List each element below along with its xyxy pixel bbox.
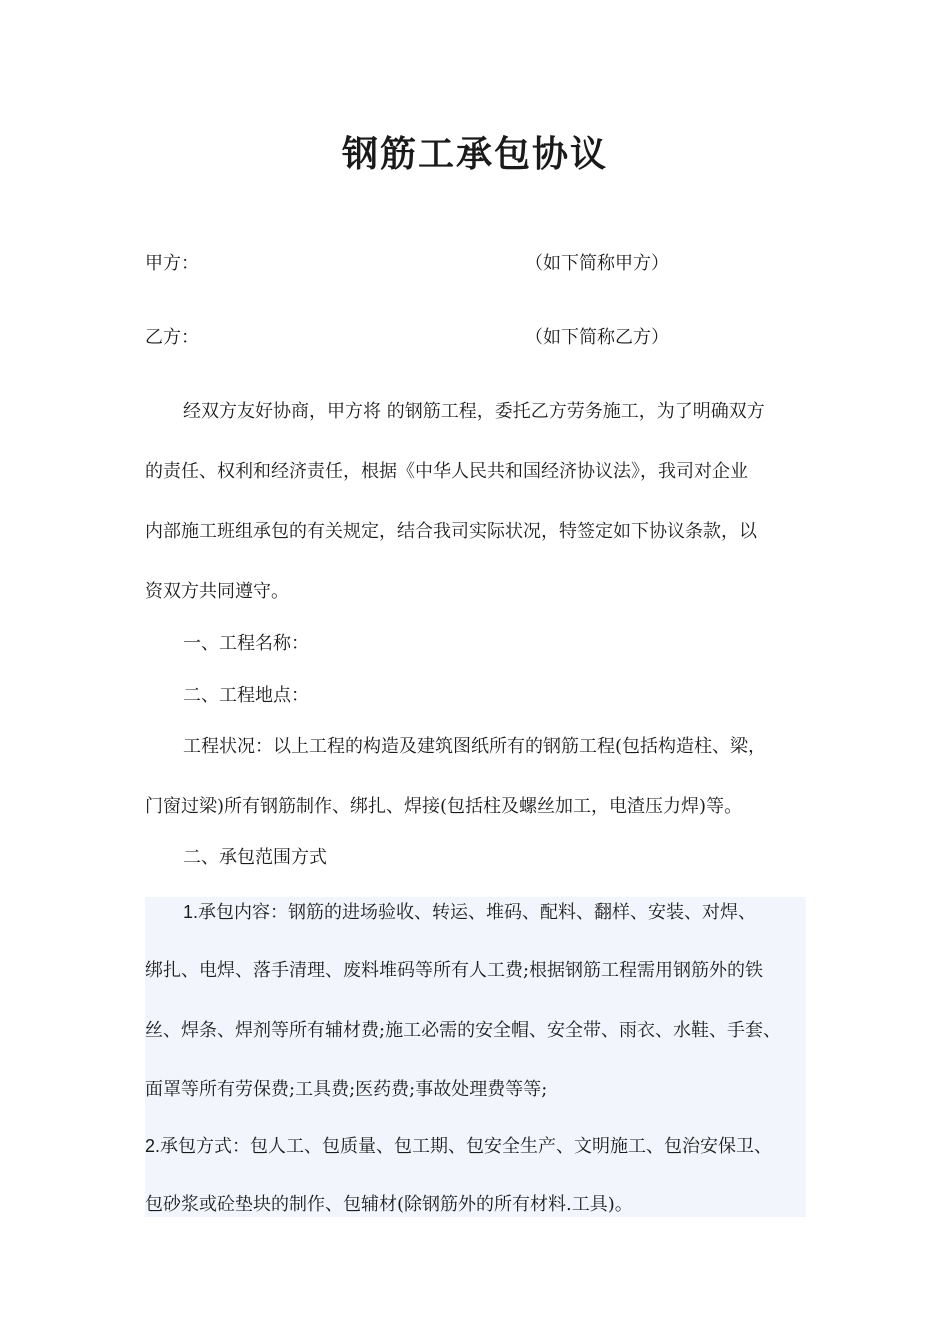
intro-line: 内部施工班组承包的有关规定，结合我司实际状况，特签定如下协议条款，以 [145, 521, 757, 542]
intro-line: 经双方友好协商，甲方将 的钢筋工程，委托乙方劳务施工，为了明确双方 [183, 401, 765, 422]
intro-line: 的责任、权利和经济责任，根据《中华人民共和国经济协议法》，我司对企业 [145, 461, 748, 482]
item1-line: 丝、焊条、焊剂等所有辅材费;施工必需的安全帽、安全带、雨衣、水鞋、手套、 [145, 1020, 782, 1041]
highlighted-clauses-block [145, 897, 806, 1217]
item1-line: 面罩等所有劳保费;工具费;医药费;事故处理费等等; [145, 1079, 548, 1100]
item1-line: 绑扎、电焊、落手清理、废料堆码等所有人工费;根据钢筋工程需用钢筋外的铁 [145, 960, 764, 981]
party-b-note: （如下简称乙方） [525, 327, 669, 348]
section-project-name: 一、工程名称： [183, 633, 309, 654]
item1-line [183, 900, 756, 925]
item1-text: 承包内容：钢筋的进场验收、转运、堆码、配料、翻样、安装、对焊、 [198, 902, 757, 923]
item2-line [145, 1134, 772, 1159]
item2-text: 承包方式：包人工、包质量、包工期、包安全生产、文明施工、包治安保卫、 [160, 1136, 773, 1157]
item2-line: 包砂浆或砼垫块的制作、包辅材(除钢筋外的所有材料.工具)。 [145, 1194, 633, 1215]
party-a-label: 甲方： [145, 253, 199, 274]
party-a-note: （如下简称甲方） [525, 253, 669, 274]
party-b-label: 乙方： [145, 327, 199, 348]
section-project-location: 二、工程地点： [183, 685, 309, 706]
item2-number: 2. [145, 1136, 161, 1156]
intro-line: 资双方共同遵守。 [145, 581, 289, 602]
item1-number: 1. [183, 902, 199, 922]
project-status-line: 工程状况：以上工程的构造及建筑图纸所有的钢筋工程(包括构造柱、梁， [183, 736, 767, 757]
document-title: 钢筋工承包协议 [341, 134, 608, 175]
project-status-line: 门窗过梁)所有钢筋制作、绑扎、焊接(包括柱及螺丝加工，电渣压力焊)等。 [145, 796, 743, 817]
section-scope-heading: 二、承包范围方式 [183, 847, 327, 868]
